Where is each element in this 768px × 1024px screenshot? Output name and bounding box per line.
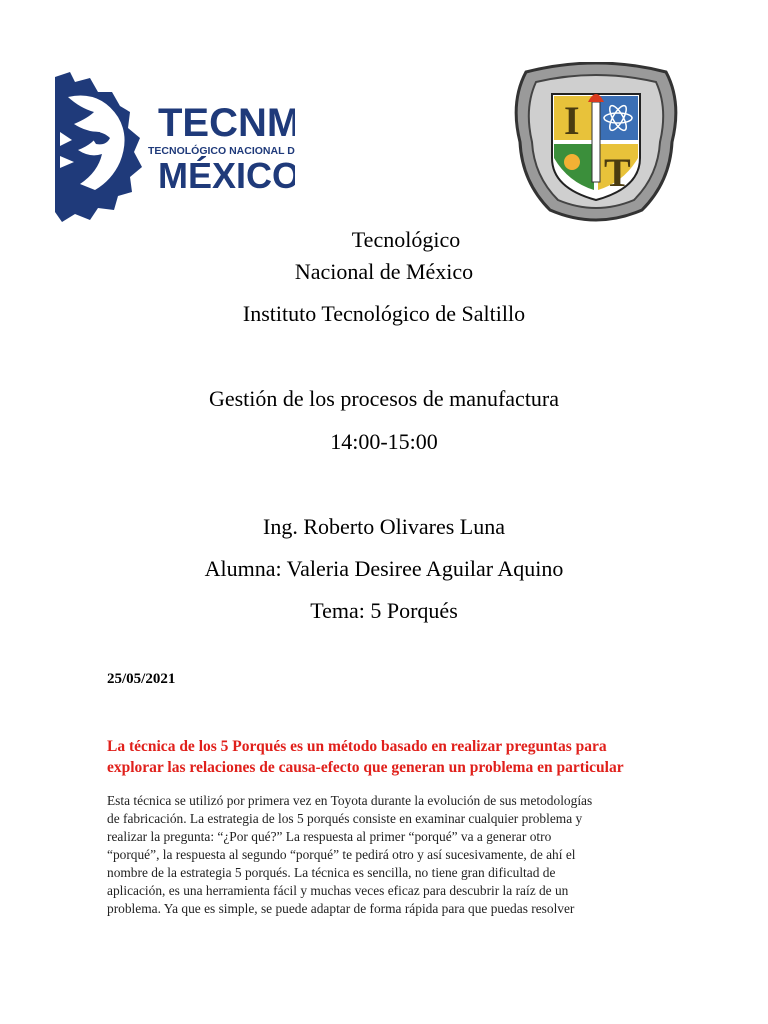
tecnm-logo-country: MÉXICO <box>158 155 295 196</box>
tecnm-emblem-icon <box>50 72 295 222</box>
body-line: de fabricación. La estrategia de los 5 porqués consiste en examinar cualquier problema y <box>107 811 583 826</box>
section-heading <box>107 736 667 778</box>
body-line: problema. Ya que es simple, se puede adaptar de forma rápida para que puedas resolver <box>107 901 575 916</box>
shield-icon <box>512 62 680 222</box>
title-line-1: Tecnológico <box>351 227 461 252</box>
tecnm-logo-subtitle: TECNOLÓGICO NACIONAL DE <box>148 145 295 157</box>
body-line: Esta técnica se utilizó por primera vez en Toyota durante la evolución de sus metodologías <box>107 793 593 808</box>
body-paragraph <box>107 792 667 918</box>
tecnm-logo <box>50 72 295 222</box>
topic: Tema: 5 Porqués <box>310 598 458 623</box>
body-line: nombre de la estrategia 5 porqués. La técnica es sencilla, no tiene gran dificultad de <box>107 865 556 880</box>
shield-letter-i: I <box>564 98 580 143</box>
schedule: 14:00-15:00 <box>330 429 438 454</box>
title-line-2: Nacional de México <box>294 259 474 284</box>
tecnm-logo-title: TECNM <box>158 101 295 145</box>
body-line: aplicación, es una herramienta fácil y muchas veces eficaz para descubrir la raíz de un <box>107 883 569 898</box>
it-saltillo-shield <box>512 62 680 222</box>
shield-letter-t: T <box>604 150 631 195</box>
body-line: “porqué”, la respuesta al segundo “porqué” te pedirá otro y así sucesivamente, de ahí el <box>107 847 576 862</box>
body-line: realizar la pregunta: “¿Por qué?” La respuesta al primer “porqué” va a generar otro <box>107 829 552 844</box>
student-name: Alumna: Valeria Desiree Aguilar Aquino <box>204 556 564 581</box>
course-name: Gestión de los procesos de manufactura <box>208 386 560 411</box>
teacher-name: Ing. Roberto Olivares Luna <box>263 514 505 539</box>
heading-line: La técnica de los 5 Porqués es un método basado en realizar preguntas para <box>107 738 607 755</box>
document-date: 25/05/2021 <box>107 671 176 687</box>
heading-line: explorar las relaciones de causa-efecto que generan un problema en particular <box>107 759 624 776</box>
institute-name: Instituto Tecnológico de Saltillo <box>242 301 526 326</box>
